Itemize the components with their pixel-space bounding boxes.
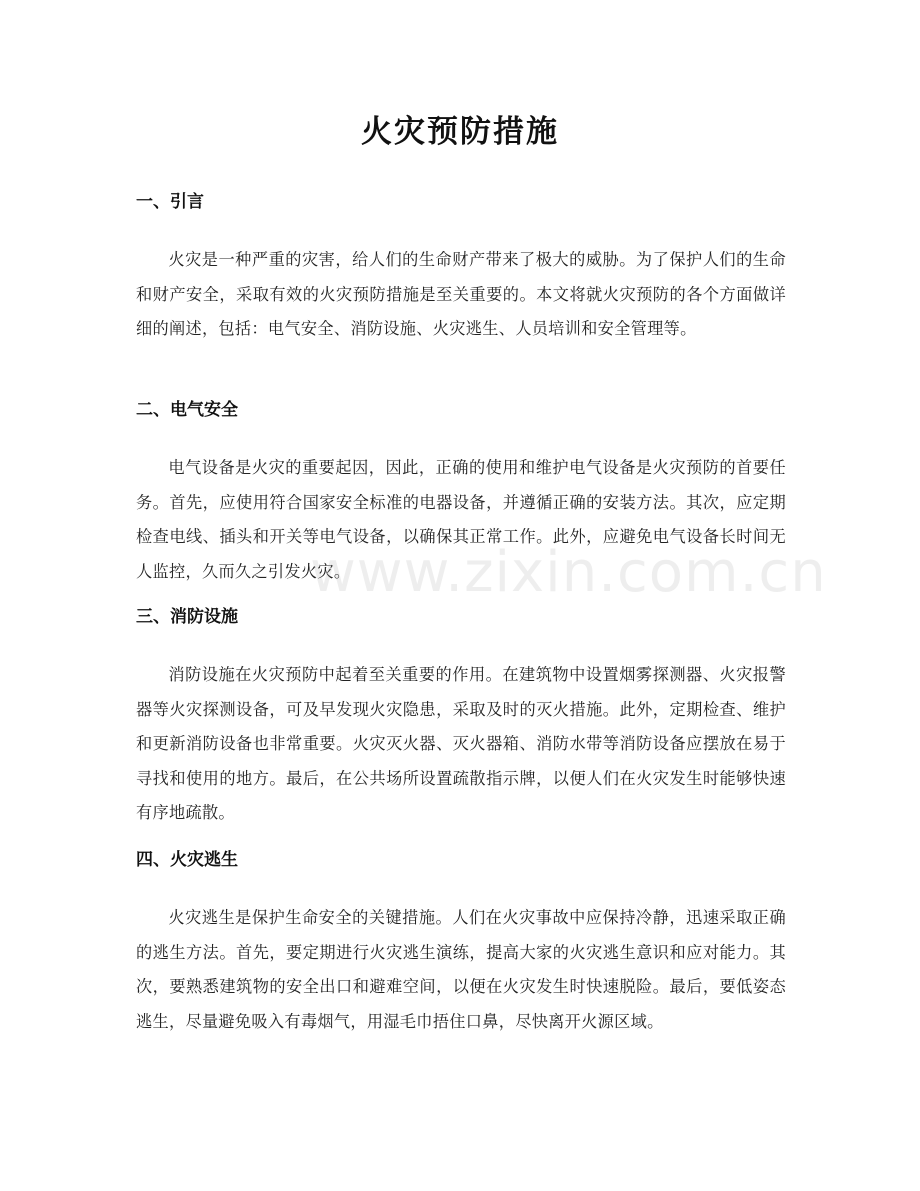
section-paragraph: 消防设施在火灾预防中起着至关重要的作用。在建筑物中设置烟雾探测器、火灾报警器等火灾探测设备，可及早发现火灾隐患，采取及时的灭火措施。此外，定期检查、维护和更新消防设备也非常重要。火灾灭火器、灭火器箱、消防水带等消防设备应摆放在易于寻找和使用的地方。最后，在公共场所设置疏散指示牌，以便人们在火灾发生时能够快速有序地疏散。 xyxy=(136,665,786,822)
watermark: www.zixin.com.cn xyxy=(310,540,827,605)
section-paragraph: 火灾是一种严重的灾害，给人们的生命财产带来了极大的威胁。为了保护人们的生命和财产安全，采取有效的火灾预防措施是至关重要的。本文将就火灾预防的各个方面做详细的阐述，包括：电气安全、消防设施、火灾逃生、人员培训和安全管理等。 xyxy=(136,250,786,338)
section-heading: 二、电气安全 xyxy=(136,400,238,420)
section-heading: 一、引言 xyxy=(136,192,204,212)
section-paragraph: 火灾逃生是保护生命安全的关键措施。人们在火灾事故中应保持冷静，迅速采取正确的逃生方法。首先，要定期进行火灾逃生演练，提高大家的火灾逃生意识和应对能力。其次，要熟悉建筑物的安全出口和避难空间，以便在火灾发生时快速脱险。最后，要低姿态逃生，尽量避免吸入有毒烟气，用湿毛巾捂住口鼻，尽快离开火源区域。 xyxy=(136,908,786,1031)
section-heading: 三、消防设施 xyxy=(136,607,238,627)
section-fire-facilities xyxy=(136,604,786,831)
section-introduction xyxy=(136,189,786,347)
section-fire-escape xyxy=(136,847,786,1039)
section-electrical-safety xyxy=(136,397,786,589)
document-title: 火灾预防措施 xyxy=(361,114,559,150)
section-heading: 四、火灾逃生 xyxy=(136,850,238,870)
section-paragraph: 电气设备是火灾的重要起因，因此，正确的使用和维护电气设备是火灾预防的首要任务。首先，应使用符合国家安全标准的电器设备，并遵循正确的安装方法。其次，应定期检查电线、插头和开关等电气设备，以确保其正常工作。此外，应避免电气设备长时间无人监控，久而久之引发火灾。 xyxy=(136,458,786,581)
